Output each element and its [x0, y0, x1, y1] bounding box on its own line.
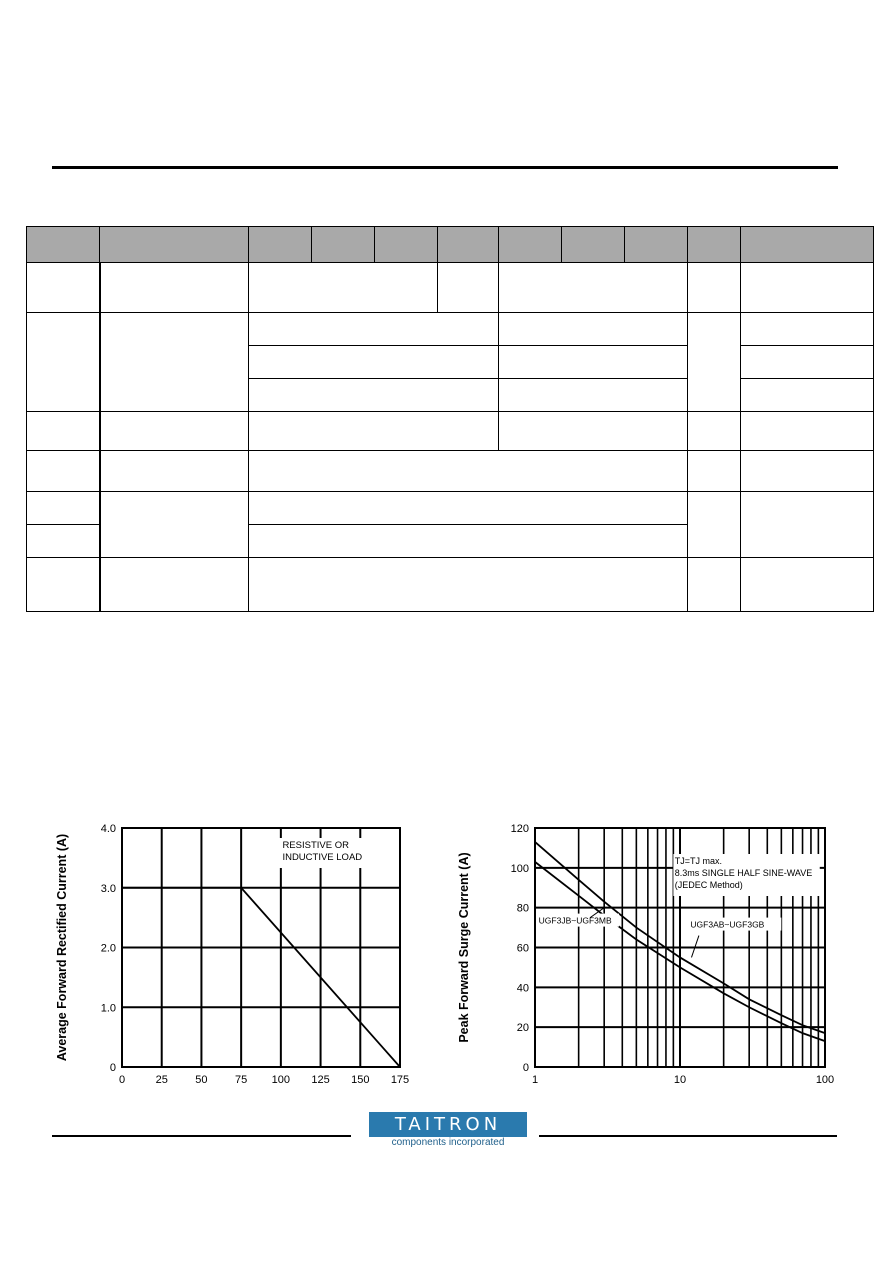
x-tick-label: 1 — [531, 1074, 539, 1086]
table-cell — [249, 263, 438, 313]
logo-wordmark: TAITRON — [394, 1114, 502, 1135]
annotation-text: RESISTIVE OR — [282, 840, 349, 851]
table-cell — [27, 313, 100, 412]
footer-rule-right — [539, 1135, 837, 1137]
x-tick-label: 100 — [815, 1074, 835, 1086]
table-cell — [741, 378, 874, 411]
x-tick-label: 125 — [311, 1074, 330, 1086]
table-cell — [27, 263, 100, 313]
y-tick-label: 3.0 — [100, 882, 116, 895]
table-row — [27, 411, 874, 450]
table-cell — [688, 492, 741, 557]
table-cell — [100, 263, 249, 313]
y-tick-label: 4.0 — [100, 823, 116, 835]
y-tick-label: 0 — [109, 1062, 116, 1074]
table-cell — [249, 451, 688, 492]
table-cell — [249, 492, 688, 524]
table-cell — [741, 451, 874, 492]
series-label-ugf3jb: UGF3JB~UGF3MB — [538, 915, 612, 926]
table-cell — [688, 263, 741, 313]
y-axis-label: Average Forward Rectified Current (A) — [55, 833, 69, 1062]
y-tick-label: 2.0 — [100, 942, 116, 955]
y-tick-label: 0 — [522, 1062, 529, 1074]
annotation-text: 8.3ms SINGLE HALF SINE-WAVE — [674, 868, 813, 878]
header-cell — [27, 227, 100, 263]
table-cell — [499, 263, 688, 313]
x-tick-label: 50 — [195, 1074, 208, 1086]
table-cell — [688, 313, 741, 412]
table-cell — [249, 313, 499, 345]
header-cell — [249, 227, 312, 263]
table-cell — [499, 411, 688, 450]
y-tick-label: 120 — [510, 823, 529, 835]
table-cell — [249, 378, 499, 411]
y-axis-label: Peak Forward Surge Current (A) — [457, 852, 471, 1043]
x-tick-label: 175 — [390, 1074, 410, 1086]
table-cell — [499, 345, 688, 378]
table-cell — [741, 263, 874, 313]
table-cell — [27, 451, 100, 492]
table-row — [27, 492, 874, 524]
annotation-text: TJ=TJ max. — [674, 856, 723, 866]
header-cell — [688, 227, 741, 263]
table-row — [27, 451, 874, 492]
table-row — [27, 557, 874, 611]
table-cell — [688, 557, 741, 611]
header-cell — [562, 227, 625, 263]
series-label-ugf3ab: UGF3AB~UGF3GB — [690, 919, 765, 930]
table-cell — [27, 524, 100, 557]
y-tick-label: 40 — [516, 982, 529, 995]
table-cell — [741, 557, 874, 611]
table-row — [27, 263, 874, 313]
table-cell — [438, 263, 499, 313]
y-tick-label: 60 — [516, 942, 529, 955]
header-cell — [438, 227, 499, 263]
x-tick-label: 25 — [155, 1074, 168, 1086]
table-header-row — [27, 227, 874, 263]
x-tick-label: 150 — [351, 1074, 370, 1086]
table-cell — [249, 524, 688, 557]
table-cell — [27, 557, 100, 611]
table-cell — [100, 557, 249, 611]
table-cell — [249, 557, 688, 611]
table-cell — [100, 451, 249, 492]
table-cell — [249, 345, 499, 378]
y-tick-label: 80 — [516, 902, 529, 915]
header-cell — [375, 227, 438, 263]
table-cell — [499, 378, 688, 411]
header-cell — [741, 227, 874, 263]
table-cell — [100, 492, 249, 557]
x-tick-label: 75 — [235, 1074, 248, 1086]
header-cell — [312, 227, 375, 263]
table-cell — [741, 345, 874, 378]
x-tick-label: 100 — [271, 1074, 291, 1086]
x-tick-label: 0 — [118, 1074, 126, 1086]
table-cell — [27, 492, 100, 524]
table-cell — [27, 411, 100, 450]
footer-rule-left — [52, 1135, 351, 1137]
table-cell — [688, 411, 741, 450]
table-cell — [688, 451, 741, 492]
logo-tagline: components incorporated — [391, 1137, 505, 1148]
table-cell — [100, 411, 249, 450]
table-cell — [741, 411, 874, 450]
y-tick-label: 1.0 — [100, 1002, 116, 1015]
header-cell — [625, 227, 688, 263]
series-line — [122, 888, 400, 1067]
x-tick-label: 10 — [673, 1074, 687, 1086]
table-cell — [100, 313, 249, 412]
top-rule — [52, 166, 838, 169]
surge-current-chart — [448, 805, 848, 1100]
ratings-table — [26, 226, 874, 612]
annotation-text: (JEDEC Method) — [674, 880, 743, 890]
y-tick-label: 20 — [516, 1022, 529, 1035]
header-cell — [100, 227, 249, 263]
y-tick-label: 100 — [510, 862, 529, 875]
table-cell — [741, 313, 874, 345]
table-row — [27, 313, 874, 345]
header-cell — [499, 227, 562, 263]
taitron-logo — [369, 1112, 527, 1148]
derating-curve-chart — [40, 805, 420, 1100]
annotation-text: INDUCTIVE LOAD — [282, 852, 363, 863]
table-cell — [499, 313, 688, 345]
logo-box — [369, 1112, 527, 1137]
table-cell — [249, 411, 499, 450]
table-cell — [741, 492, 874, 557]
